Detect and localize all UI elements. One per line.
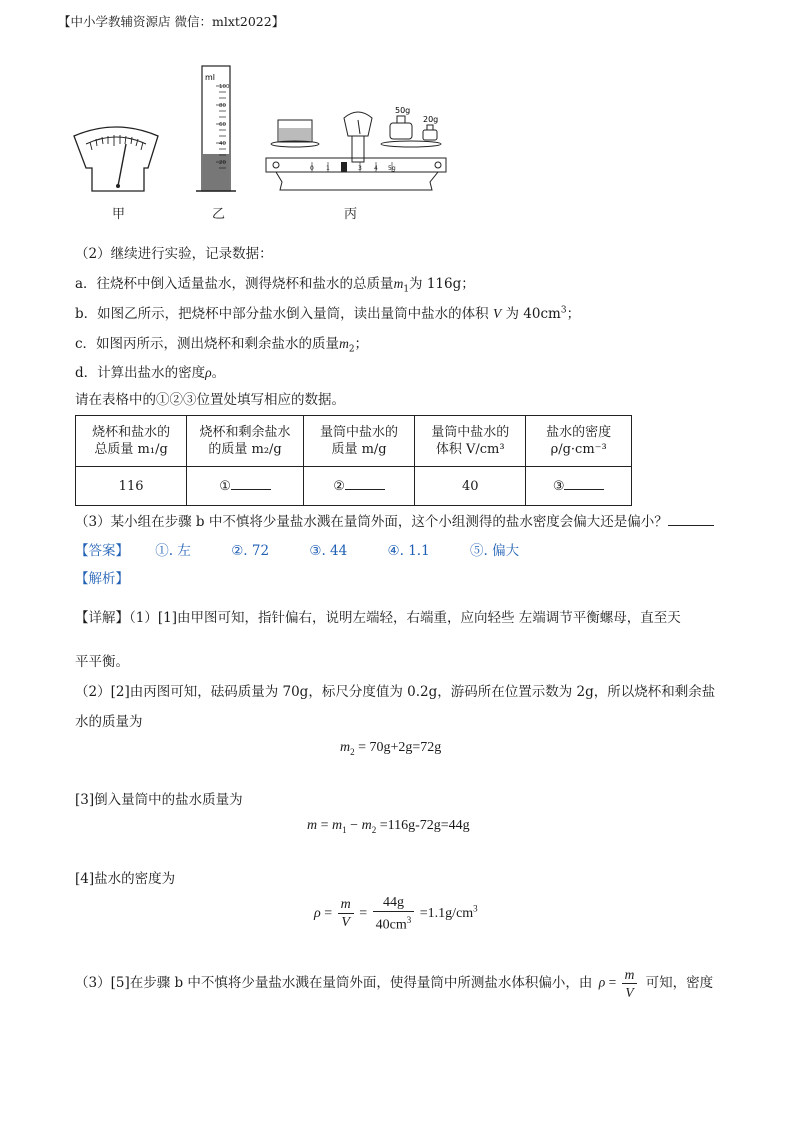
table-cell: ② (303, 467, 414, 506)
svg-text:0: 0 (310, 165, 314, 172)
table-cell: 116 (76, 467, 187, 506)
equation-m: $m = m_1 - m_2 =116g-72g=44g$ (307, 818, 470, 835)
table-header-cell: 烧杯和剩余盐水 的质量 m₂/g (187, 416, 304, 467)
table-header-cell: 量筒中盐水的 质量 m/g (303, 416, 414, 467)
cylinder-unit: ml (205, 73, 216, 82)
detail-p5: （3）[5]在步骤 b 中不慎将少量盐水溅在量筒外面，使得量筒中所测盐水体积偏小，由 ρ = $\frac{m}{V}$ 可知，密度 (75, 967, 714, 1000)
measuring-cylinder-illustration (196, 66, 236, 191)
table-cell: 40 (415, 467, 526, 506)
svg-text:4: 4 (374, 165, 378, 172)
table-instruction: 请在表格中的①②③位置处填写相应的数据。 (75, 392, 345, 408)
svg-text:1: 1 (326, 165, 330, 172)
part2-intro: （2）继续进行实验，记录数据： (75, 246, 273, 262)
svg-text:5g: 5g (388, 165, 396, 172)
table-header-cell: 量筒中盐水的 体积 V/cm³ (415, 416, 526, 467)
equation-m2: $m_2 = 70g+2g=72g$ (340, 740, 442, 757)
svg-text:20: 20 (219, 160, 226, 166)
table-header-cell: 烧杯和盐水的 总质量 m₁/g (76, 416, 187, 467)
detail-p4: [4]盐水的密度为 (75, 871, 176, 887)
data-table (75, 415, 632, 506)
part3-question: （3）某小组在步骤 b 中不慎将少量盐水溅在量筒外面，这个小组测得的盐水密度会偏大还是偏小？ (75, 510, 714, 530)
figure-label-bing: 丙 (344, 207, 358, 222)
experiment-figure (66, 58, 466, 223)
svg-text:40: 40 (219, 141, 226, 147)
page-header: 【中小学教辅资源店 微信：mlxt2022】 (58, 14, 285, 29)
balance-scale-illustration (266, 106, 446, 190)
svg-text:3: 3 (358, 165, 362, 172)
answer-line: 【答案】 ①. 左 ②. 72 ③. 44 ④. 1.1 ⑤. 偏大 (75, 543, 520, 559)
balance-dial-illustration (74, 127, 158, 191)
detail-p1b: 平平衡。 (75, 654, 129, 670)
figure-label-jia: 甲 (112, 207, 126, 222)
analysis-label: 【解析】 (75, 571, 129, 587)
detail-p2b: 水的质量为 (75, 714, 143, 730)
detail-p3: [3]倒入量筒中的盐水质量为 (75, 792, 243, 808)
step-d: d．计算出盐水的密度ρ。 (75, 365, 226, 381)
step-c: c．如图丙所示，测出烧杯和剩余盐水的质量$m_2$； (75, 336, 369, 355)
detail-p2a: （2）[2]由丙图可知，砝码质量为 70g，标尺分度值为 0.2g，游码所在位置示数为 2g，所以烧杯和剩余盐 (75, 684, 716, 700)
table-cell: ① (187, 467, 304, 506)
svg-text:100: 100 (219, 84, 230, 90)
table-cell: ③ (526, 467, 632, 506)
step-a: a．往烧杯中倒入适量盐水，测得烧杯和盐水的总质量$m_1$为 116g； (75, 276, 475, 295)
weight-50g-label: 50g (395, 106, 411, 115)
weight-20g-label: 20g (423, 115, 439, 124)
detail-p1a: 【详解】（1）[1]由甲图可知，指针偏右，说明左端轻，右端重，应向轻些 左端调节平衡螺母，直至天 (75, 610, 681, 626)
svg-text:80: 80 (219, 103, 226, 109)
figure-label-yi: 乙 (212, 207, 226, 222)
equation-density: ρ = $\frac{m}{V}$ = $\frac{44g}{40cm^3}$ $=1.1g/cm^3$ (314, 895, 478, 933)
step-b: b．如图乙所示，把烧杯中部分盐水倒入量筒，读出量筒中盐水的体积 V 为 $40cm^3$； (75, 305, 581, 322)
svg-text:60: 60 (219, 122, 226, 128)
table-header-cell: 盐水的密度 ρ/g·cm⁻³ (526, 416, 632, 467)
